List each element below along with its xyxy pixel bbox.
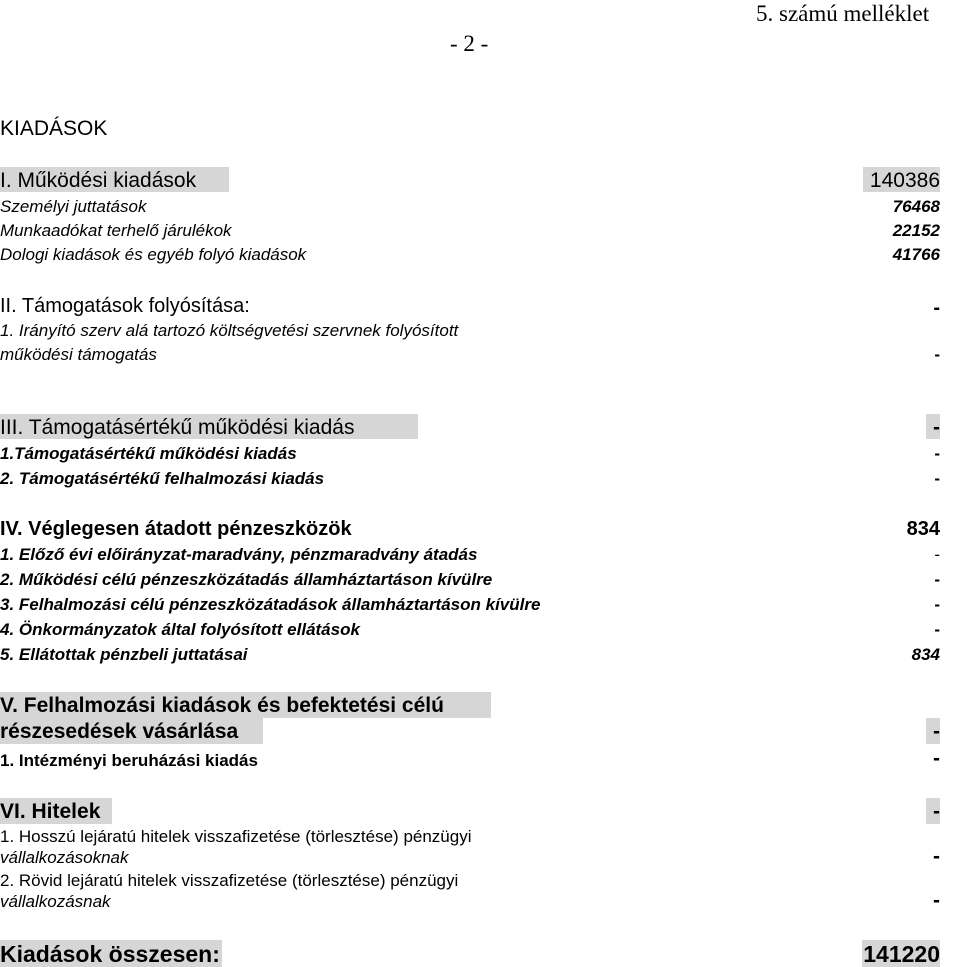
- section-1-item-3-value: 41766: [892, 245, 940, 264]
- section-6-title: VI. Hitelek: [0, 798, 112, 824]
- section-3-item-1-value: -: [934, 444, 940, 463]
- section-5-title-line1: V. Felhalmozási kiadások és befektetési célú: [0, 692, 491, 718]
- section-4-item-2-label: 2. Működési célú pénzeszközátadás államháztartáson kívülre: [0, 570, 493, 589]
- section-6-total: -: [926, 798, 940, 824]
- section-6-item-1-label-line1: 1. Hosszú lejáratú hitelek visszafizetése (törlesztése) pénzügyi: [0, 827, 472, 846]
- section-4-item-5-value: 834: [911, 645, 940, 664]
- page-number: - 2 -: [450, 31, 489, 56]
- section-3-item-2-label: 2. Támogatásértékű felhalmozási kiadás: [0, 469, 325, 488]
- section-3-total: -: [926, 414, 940, 439]
- section-4-item-3-label: 3. Felhalmozási célú pénzeszközátadások államháztartáson kívülre: [0, 595, 541, 614]
- section-5-title-line2: részesedések vásárlása: [0, 718, 263, 744]
- section-4-item-1-value: -: [934, 545, 940, 564]
- section-4-item-1-label: 1. Előző évi előirányzat-maradvány, pénzmaradvány átadás: [0, 545, 478, 564]
- section-3-title: III. Támogatásértékű működési kiadás: [0, 414, 418, 439]
- section-6-item-2-label-line2: vállalkozásnak: [0, 892, 111, 911]
- annex-label: 5. számú melléklet: [756, 1, 930, 26]
- section-4-title: IV. Véglegesen átadott pénzeszközök: [0, 518, 352, 540]
- section-4-item-3-value: -: [934, 595, 940, 614]
- section-3-item-2-value: -: [934, 469, 940, 488]
- section-6-item-1-label-line2: vállalkozásoknak: [0, 848, 129, 867]
- section-4-item-2-value: -: [934, 570, 940, 589]
- section-2-title: II. Támogatások folyósítása:: [0, 295, 250, 317]
- section-6-item-2-value: -: [933, 889, 940, 912]
- section-1-item-1-label: Személyi juttatások: [0, 197, 147, 216]
- section-5-total: -: [926, 718, 940, 744]
- grand-total-label: Kiadások összesen:: [0, 940, 222, 967]
- section-1-item-2-label: Munkaadókat terhelő járulékok: [0, 221, 232, 240]
- section-4-item-5-label: 5. Ellátottak pénzbeli juttatásai: [0, 645, 248, 664]
- section-1-title: I. Működési kiadások: [0, 167, 229, 192]
- section-2-total: -: [933, 297, 940, 319]
- section-2-item-1-label-line2: működési támogatás: [0, 345, 157, 364]
- section-1-item-3-label: Dologi kiadások és egyéb folyó kiadások: [0, 245, 307, 264]
- section-5-item-1-value: -: [933, 747, 940, 770]
- section-1-total: 140386: [863, 167, 940, 192]
- section-6-item-2-label-line1: 2. Rövid lejáratú hitelek visszafizetése (törlesztése) pénzügyi: [0, 871, 459, 890]
- section-3-item-1-label: 1.Támogatásértékű működési kiadás: [0, 444, 297, 463]
- section-4-item-4-label: 4. Önkormányzatok által folyósított ellátások: [0, 620, 360, 639]
- section-4-item-4-value: -: [934, 620, 940, 639]
- section-6-item-1-value: -: [933, 845, 940, 868]
- section-2-item-1-label-line1: 1. Irányító szerv alá tartozó költségvetési szervnek folyósított: [0, 321, 459, 340]
- section-4-total: 834: [906, 518, 940, 540]
- section-1-item-2-value: 22152: [892, 221, 940, 240]
- section-2-item-1-value: -: [934, 345, 940, 364]
- section-1-item-1-value: 76468: [892, 197, 940, 216]
- grand-total-value: 141220: [863, 941, 940, 967]
- page-title: KIADÁSOK: [0, 117, 108, 140]
- section-5-item-1-label: 1. Intézményi beruházási kiadás: [0, 751, 258, 770]
